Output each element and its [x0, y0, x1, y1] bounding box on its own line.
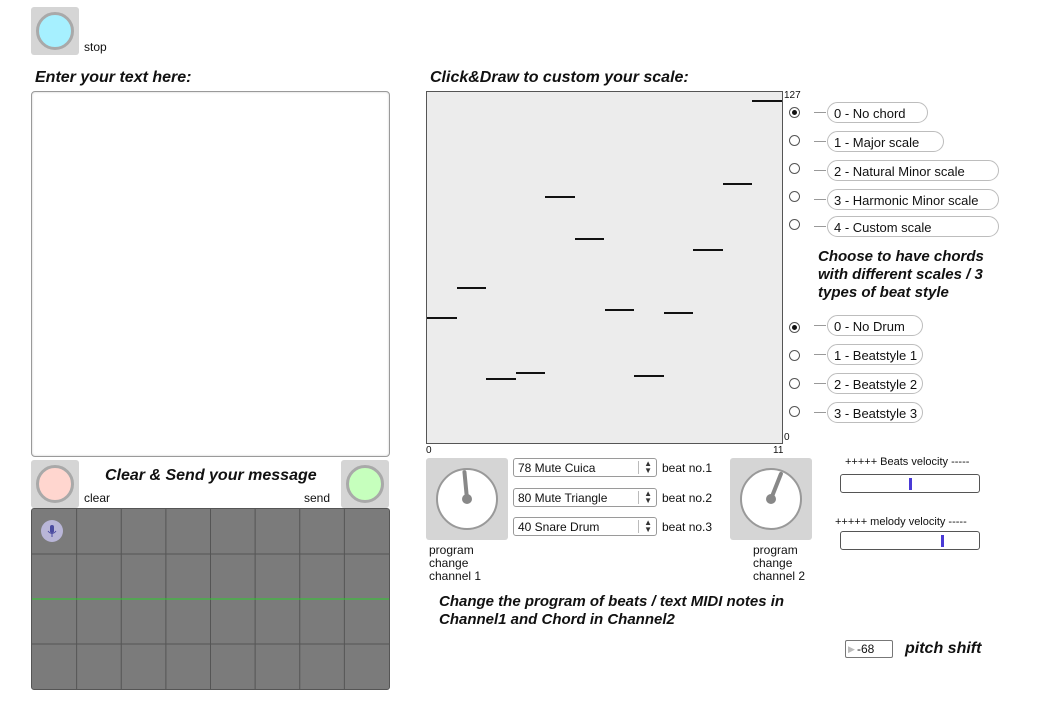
- sequencer-grid[interactable]: [31, 508, 390, 690]
- chord-radio-2[interactable]: [789, 163, 800, 174]
- scale-step-4[interactable]: [545, 196, 575, 198]
- drum-radio-1[interactable]: [789, 350, 800, 361]
- scale-step-11[interactable]: [752, 100, 782, 102]
- scale-step-3[interactable]: [516, 372, 546, 374]
- microphone-icon: [41, 520, 63, 542]
- channel1-dial-graphic: [426, 458, 508, 540]
- melody-velocity-slider[interactable]: [840, 531, 980, 550]
- beats-velocity-thumb[interactable]: [909, 478, 912, 490]
- beat3-updown-icon: ▲ ▼: [644, 518, 652, 534]
- text-input-heading: Enter your text here:: [35, 69, 192, 86]
- scale-step-8[interactable]: [664, 312, 694, 314]
- grid-lines: [32, 509, 389, 689]
- chord-option-4[interactable]: 4 - Custom scale: [827, 216, 999, 237]
- beat1-updown-icon: ▲ ▼: [644, 459, 652, 475]
- chord-option-3[interactable]: 3 - Harmonic Minor scale: [827, 189, 999, 210]
- chord-radio-0[interactable]: [789, 107, 800, 118]
- microphone-button[interactable]: [41, 520, 63, 542]
- chord-radio-1[interactable]: [789, 135, 800, 146]
- chord-connector-4: [814, 226, 826, 227]
- scale-multislider[interactable]: [426, 91, 783, 444]
- beats-velocity-label: +++++ Beats velocity -----: [845, 456, 970, 468]
- beat3-instrument-value: 40 Snare Drum: [518, 520, 600, 534]
- beat3-instrument-menu[interactable]: [513, 517, 657, 536]
- beat1-instrument-menu[interactable]: [513, 458, 657, 477]
- clear-button[interactable]: [31, 460, 79, 508]
- chord-connector-3: [814, 199, 826, 200]
- drum-option-0[interactable]: 0 - No Drum: [827, 315, 923, 336]
- clear-label: clear: [84, 491, 111, 505]
- beat2-label: beat no.2: [662, 491, 713, 505]
- melody-velocity-label: +++++ melody velocity -----: [835, 516, 967, 528]
- drum-connector-0: [814, 325, 826, 326]
- scale-step-5[interactable]: [575, 238, 605, 240]
- chord-connector-1: [814, 141, 826, 142]
- beat2-updown-icon: ▲ ▼: [644, 489, 652, 505]
- clear-send-heading: Clear & Send your message: [105, 467, 317, 484]
- stop-button-circle: [36, 12, 74, 50]
- pitch-shift-triangle-icon: ▶: [848, 644, 855, 654]
- pitch-shift-label: pitch shift: [905, 640, 982, 657]
- beat2-instrument-menu[interactable]: [513, 488, 657, 507]
- chord-connector-2: [814, 170, 826, 171]
- scale-step-0[interactable]: [427, 317, 457, 319]
- message-textarea[interactable]: [31, 91, 390, 457]
- drum-radio-2[interactable]: [789, 378, 800, 389]
- chord-description: Choose to have chords with different scales / 3 types of beat style: [818, 248, 984, 301]
- channel2-label: program change channel 2: [753, 543, 806, 583]
- send-button[interactable]: [341, 460, 389, 508]
- stop-label: stop: [84, 40, 107, 54]
- program-change-channel1-dial[interactable]: [426, 458, 508, 540]
- drum-option-2[interactable]: 2 - Beatstyle 2: [827, 373, 923, 394]
- chord-option-1[interactable]: 1 - Major scale: [827, 131, 944, 152]
- drum-connector-3: [814, 412, 826, 413]
- channel1-label: program change channel 1: [429, 543, 482, 583]
- drum-radio-0[interactable]: [789, 322, 800, 333]
- chord-option-0[interactable]: 0 - No chord: [827, 102, 928, 123]
- scale-step-2[interactable]: [486, 378, 516, 380]
- scale-y-min-label: 0: [784, 432, 790, 443]
- scale-step-1[interactable]: [457, 287, 487, 289]
- drum-connector-1: [814, 354, 826, 355]
- chord-radio-4[interactable]: [789, 219, 800, 230]
- scale-step-6[interactable]: [605, 309, 635, 311]
- program-description: Change the program of beats / text MIDI notes in Channel1 and Chord in Channel2: [439, 593, 785, 628]
- scale-heading: Click&Draw to custom your scale:: [430, 69, 689, 86]
- beat2-menu-divider: [638, 491, 639, 504]
- scale-step-9[interactable]: [693, 249, 723, 251]
- beat3-menu-divider: [638, 520, 639, 533]
- beat2-instrument-value: 80 Mute Triangle: [518, 491, 608, 505]
- channel2-dial-graphic: [730, 458, 812, 540]
- drum-option-1[interactable]: 1 - Beatstyle 1: [827, 344, 923, 365]
- scale-x-min-label: 0: [426, 445, 432, 456]
- program-change-channel2-dial[interactable]: [730, 458, 812, 540]
- drum-connector-2: [814, 383, 826, 384]
- chord-option-2[interactable]: 2 - Natural Minor scale: [827, 160, 999, 181]
- pitch-shift-number[interactable]: [845, 640, 893, 658]
- beat1-instrument-value: 78 Mute Cuica: [518, 461, 596, 475]
- stop-button[interactable]: [31, 7, 79, 55]
- beat1-menu-divider: [638, 461, 639, 474]
- scale-x-max-label: 11: [773, 445, 784, 456]
- melody-velocity-thumb[interactable]: [941, 535, 944, 547]
- drum-radio-3[interactable]: [789, 406, 800, 417]
- beat3-label: beat no.3: [662, 520, 713, 534]
- scale-step-7[interactable]: [634, 375, 664, 377]
- clear-button-circle: [36, 465, 74, 503]
- chord-radio-3[interactable]: [789, 191, 800, 202]
- beat1-label: beat no.1: [662, 461, 713, 475]
- send-button-circle: [346, 465, 384, 503]
- scale-step-10[interactable]: [723, 183, 753, 185]
- send-label: send: [304, 491, 331, 505]
- scale-y-max-label: 127: [784, 90, 801, 101]
- beats-velocity-slider[interactable]: [840, 474, 980, 493]
- pitch-shift-value: -68: [857, 642, 875, 656]
- chord-connector-0: [814, 112, 826, 113]
- drum-option-3[interactable]: 3 - Beatstyle 3: [827, 402, 923, 423]
